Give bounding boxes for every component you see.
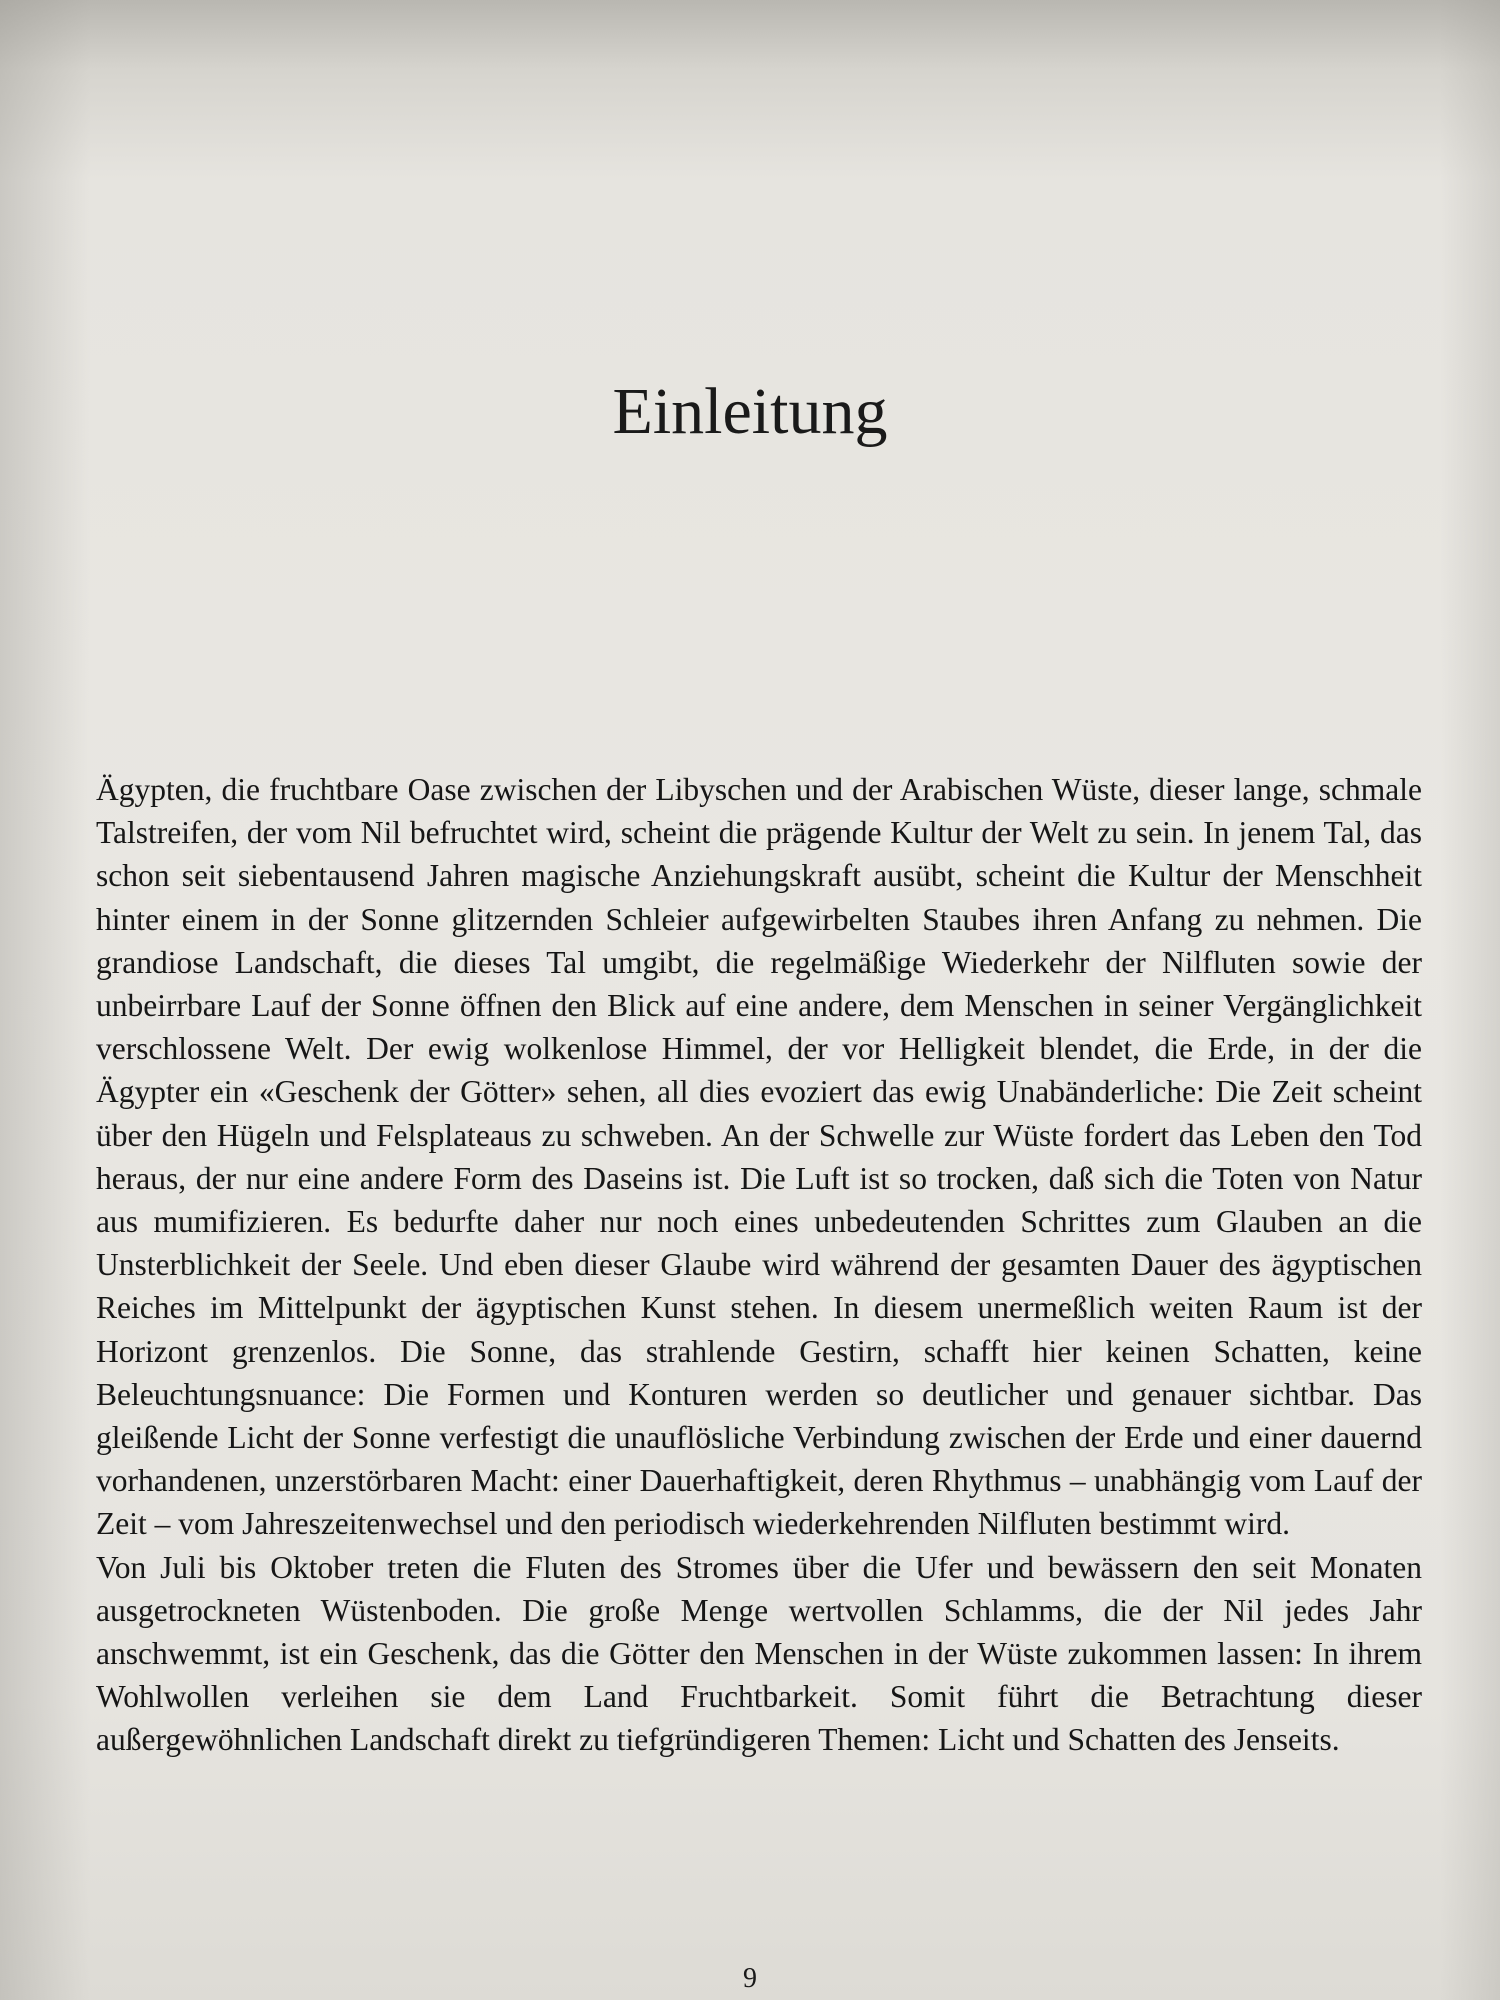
page-number: 9 bbox=[743, 1963, 757, 1994]
paragraph-1: Ägypten, die fruchtbare Oase zwischen der Libyschen und der Arabischen Wüste, dieser lange, schmale Talstreifen, der vom Nil befruchtet wird, scheint die prägende Kultur der Welt zu sein. In jenem Tal, das schon seit siebentausend Jahren magische Anziehungskraft ausübt, scheint die Kultur der Menschheit hinter einem in der Sonne glitzernden Schleier aufgewirbelten Staubes ihren Anfang zu nehmen. Die grandiose Landschaft, die dieses Tal umgibt, die regelmäßige Wiederkehr der Nilfluten sowie der unbeirrbare Lauf der Sonne öffnen den Blick auf eine andere, dem Menschen in seiner Vergänglichkeit verschlossene Welt. Der ewig wolkenlose Himmel, der vor Helligkeit blendet, die Erde, in der die Ägypter ein «Geschenk der Götter» sehen, all dies evoziert das ewig Unabänderliche: Die Zeit scheint über den Hügeln und Felsplateaus zu schweben. An der Schwelle zur Wüste fordert das Leben den Tod heraus, der nur eine andere Form des Daseins ist. Die Luft ist so trocken, daß sich die Toten von Natur aus mumifizieren. Es bedurfte daher nur noch eines unbedeutenden Schrittes zum Glauben an die Unsterblichkeit der Seele. Und eben dieser Glaube wird während der gesamten Dauer des ägyptischen Reiches im Mittelpunkt der ägyptischen Kunst stehen. In diesem unermeßlich weiten Raum ist der Horizont grenzenlos. Die Sonne, das strahlende Gestirn, schafft hier keinen Schatten, keine Beleuchtungsnuance: Die Formen und Konturen werden so deutlicher und genauer sichtbar. Das gleißende Licht der Sonne verfestigt die unauflösliche Verbindung zwischen der Erde und einer dauernd vorhandenen, unzerstörbaren Macht: einer Dauerhaftigkeit, deren Rhythmus – unabhängig vom Lauf der Zeit – vom Jahreszeitenwechsel und den periodisch wiederkehrenden Nilfluten bestimmt wird. bbox=[96, 772, 1422, 1542]
chapter-title: Einleitung bbox=[612, 375, 888, 448]
paragraph-2: Von Juli bis Oktober treten die Fluten des Stromes über die Ufer und bewässern den seit Monaten ausgetrockneten Wüstenboden. Die große Menge wertvollen Schlamms, die der Nil jedes Jahr anschwemmt, ist ein Geschenk, das die Götter den Menschen in der Wüste zukommen lassen: In ihrem Wohlwollen verleihen sie dem Land Fruchtbarkeit. Somit führt die Betrachtung dieser außergewöhnlichen Landschaft direkt zu tiefgründigeren Themen: Licht und Schatten des Jenseits. bbox=[96, 1549, 1422, 1758]
body-text bbox=[96, 768, 1422, 1762]
